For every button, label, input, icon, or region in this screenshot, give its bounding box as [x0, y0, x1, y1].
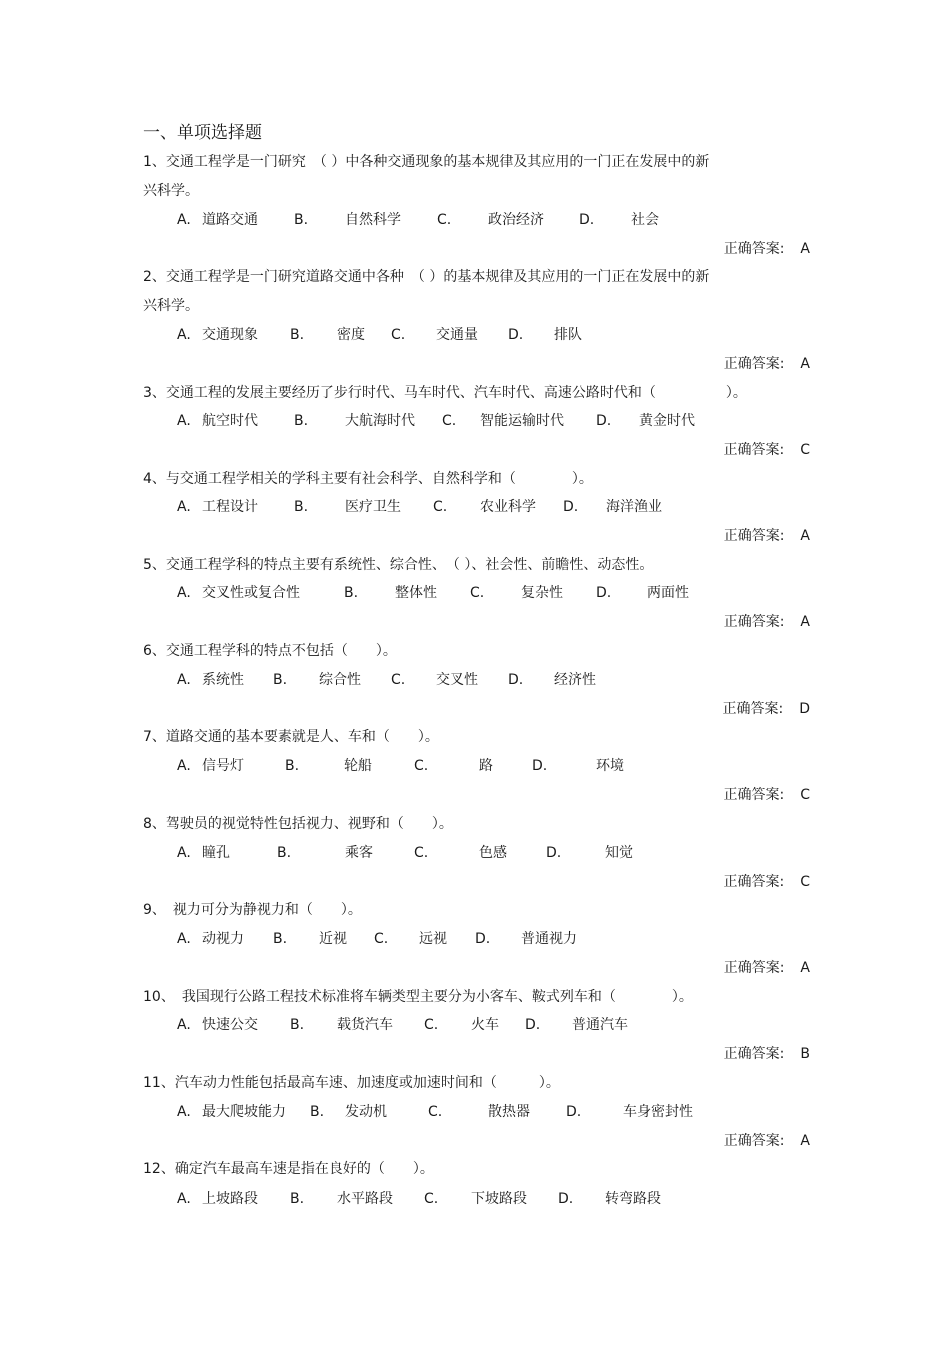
option-b-letter: B.: [290, 327, 305, 343]
answer-value: C: [800, 787, 810, 803]
option-b-letter: B.: [290, 1191, 305, 1207]
answer-label: 正确答案:: [723, 1046, 785, 1062]
option-d-letter: D.: [558, 1191, 574, 1207]
question-number: 11、: [143, 1075, 175, 1091]
option-c-text: 复杂性: [521, 585, 563, 601]
question-line-1: [143, 465, 783, 494]
option-c-text: 色感: [479, 845, 507, 861]
option-b-letter: B.: [344, 585, 359, 601]
option-a-letter: A.: [177, 327, 191, 343]
question-text: 汽车动力性能包括最高车速、加速度或加速时间和（ ）。: [174, 1075, 560, 1091]
question-number: 6、: [143, 643, 166, 659]
question-text: 我国现行公路工程技术标准将车辆类型主要分为小客车、鞍式列车和（ ）。: [167, 989, 693, 1005]
option-b-text: 水平路段: [337, 1191, 393, 1207]
question-line-1: [143, 148, 783, 177]
option-b-text: 轮船: [344, 758, 372, 774]
answer-label: 正确答案:: [723, 874, 785, 890]
option-a-letter: A.: [177, 585, 191, 601]
option-c-letter: C.: [437, 212, 452, 228]
option-c-text: 散热器: [488, 1104, 530, 1120]
option-c-text: 路: [479, 758, 493, 774]
answer-value: A: [800, 528, 810, 544]
option-c-letter: C.: [391, 672, 406, 688]
option-a-letter: A.: [177, 931, 191, 947]
question-text: 交通工程学是一门研究 （ ）中各种交通现象的基本规律及其应用的一门正在发展中的新: [165, 154, 710, 170]
answer-value: A: [800, 356, 810, 372]
question-text: 交通工程学科的特点主要有系统性、综合性、 （ ）、社会性、前瞻性、动态性。: [165, 557, 654, 573]
option-a-letter: A.: [177, 845, 191, 861]
option-c-text: 火车: [471, 1017, 499, 1033]
option-b-letter: B.: [310, 1104, 325, 1120]
option-a-text: 交通现象: [202, 327, 258, 343]
question-text: 驾驶员的视觉特性包括视力、视野和（ ）。: [165, 816, 453, 832]
option-d-letter: D.: [566, 1104, 582, 1120]
question-line-2: 兴科学。: [143, 298, 199, 314]
correct-answer: [600, 958, 810, 978]
question-number: 4、: [143, 471, 166, 487]
question-number: 8、: [143, 816, 166, 832]
option-b-text: 综合性: [319, 672, 361, 688]
question-number: 7、: [143, 729, 166, 745]
option-c-letter: C.: [374, 931, 389, 947]
option-d-letter: D.: [475, 931, 491, 947]
option-c-letter: C.: [391, 327, 406, 343]
option-b-letter: B.: [290, 1017, 305, 1033]
option-c-text: 远视: [419, 931, 447, 947]
correct-answer: [600, 1131, 810, 1151]
option-b-text: 乘客: [345, 845, 373, 861]
question-stem: [143, 465, 783, 494]
option-b-text: 医疗卫生: [345, 499, 401, 515]
answer-label: 正确答案:: [723, 528, 785, 544]
option-b-text: 整体性: [395, 585, 437, 601]
answer-value: A: [800, 241, 810, 257]
question-text: 交通工程的发展主要经历了步行时代、马车时代、汽车时代、高速公路时代和（ ）。: [165, 385, 747, 401]
answer-label: 正确答案:: [723, 1133, 785, 1149]
option-c-letter: C.: [433, 499, 448, 515]
question-stem: [143, 1069, 783, 1098]
question-number: 3、: [143, 385, 166, 401]
answer-value: C: [800, 874, 810, 890]
option-a-text: 系统性: [202, 672, 244, 688]
answer-value: A: [800, 614, 810, 630]
option-b-text: 近视: [319, 931, 347, 947]
option-d-text: 黄金时代: [639, 413, 695, 429]
question-stem: [143, 148, 783, 206]
option-b-letter: B.: [285, 758, 300, 774]
option-d-letter: D.: [596, 585, 612, 601]
option-c-text: 下坡路段: [471, 1191, 527, 1207]
option-d-text: 海洋渔业: [606, 499, 662, 515]
option-d-letter: D.: [532, 758, 548, 774]
option-d-text: 知觉: [605, 845, 633, 861]
option-d-text: 环境: [596, 758, 624, 774]
option-c-text: 智能运输时代: [480, 413, 564, 429]
question-text: 确定汽车最高车速是指在良好的（ ）。: [174, 1161, 434, 1177]
answer-value: A: [800, 960, 810, 976]
option-d-letter: D.: [508, 672, 524, 688]
option-c-text: 交叉性: [436, 672, 478, 688]
question-line-1: [143, 379, 783, 408]
option-a-text: 瞳孔: [202, 845, 230, 861]
question-stem: [143, 983, 783, 1012]
question-text: 道路交通的基本要素就是人、车和（ ）。: [165, 729, 439, 745]
option-a-text: 动视力: [202, 931, 244, 947]
option-b-letter: B.: [273, 931, 288, 947]
option-c-letter: C.: [470, 585, 485, 601]
option-a-text: 道路交通: [202, 212, 258, 228]
option-a-text: 上坡路段: [202, 1191, 258, 1207]
question-line-1: [143, 1155, 783, 1184]
correct-answer: [600, 354, 810, 374]
question-number: 1、: [143, 154, 166, 170]
question-text: 交通工程学科的特点不包括（ ）。: [165, 643, 397, 659]
question-text: 与交通工程学相关的学科主要有社会科学、自然科学和（ ）。: [165, 471, 593, 487]
question-number: 2、: [143, 269, 166, 285]
option-b-text: 自然科学: [345, 212, 401, 228]
question-stem: [143, 723, 783, 752]
option-b-letter: B.: [277, 845, 292, 861]
option-d-text: 经济性: [554, 672, 596, 688]
answer-label: 正确答案:: [723, 614, 785, 630]
option-d-letter: D.: [579, 212, 595, 228]
question-stem: [143, 810, 783, 839]
question-stem: [143, 263, 783, 321]
answer-value: C: [800, 442, 810, 458]
answer-value: B: [800, 1046, 810, 1062]
option-d-letter: D.: [525, 1017, 541, 1033]
correct-answer: [600, 699, 810, 719]
option-c-letter: C.: [442, 413, 457, 429]
question-stem: [143, 896, 783, 925]
option-b-letter: B.: [294, 413, 309, 429]
option-a-letter: A.: [177, 758, 191, 774]
correct-answer: [600, 239, 810, 259]
section-title: 一、单项选择题: [143, 123, 262, 143]
question-line-1: [143, 637, 783, 666]
correct-answer: [600, 785, 810, 805]
answer-label: 正确答案:: [723, 960, 785, 976]
option-a-text: 航空时代: [202, 413, 258, 429]
option-d-letter: D.: [563, 499, 579, 515]
option-b-text: 发动机: [345, 1104, 387, 1120]
correct-answer: [600, 440, 810, 460]
answer-label: 正确答案:: [723, 356, 785, 372]
question-number: 5、: [143, 557, 166, 573]
option-c-text: 农业科学: [480, 499, 536, 515]
question-number: 12、: [143, 1161, 175, 1177]
question-line-1: [143, 896, 783, 925]
option-c-text: 政治经济: [488, 212, 544, 228]
option-d-letter: D.: [508, 327, 524, 343]
question-number: 9、: [143, 902, 159, 918]
option-a-text: 信号灯: [202, 758, 244, 774]
answer-label: 正确答案:: [723, 442, 785, 458]
question-stem: [143, 637, 783, 666]
question-number: 10、: [143, 989, 168, 1005]
question-text: 交通工程学是一门研究道路交通中各种 （ ）的基本规律及其应用的一门正在发展中的新: [165, 269, 710, 285]
option-b-letter: B.: [273, 672, 288, 688]
question-line-1: [143, 723, 783, 752]
option-c-text: 交通量: [436, 327, 478, 343]
option-a-text: 最大爬坡能力: [202, 1104, 286, 1120]
question-line-1: [143, 1069, 783, 1098]
question-line-2: 兴科学。: [143, 183, 199, 199]
option-c-letter: C.: [424, 1017, 439, 1033]
option-a-text: 快速公交: [202, 1017, 258, 1033]
question-line-1: [143, 551, 783, 580]
option-c-letter: C.: [414, 845, 429, 861]
option-b-letter: B.: [294, 499, 309, 515]
question-stem: [143, 379, 783, 408]
option-b-text: 密度: [337, 327, 365, 343]
question-stem: [143, 551, 783, 580]
question-line-1: [143, 263, 783, 292]
option-d-text: 排队: [554, 327, 582, 343]
answer-label: 正确答案:: [722, 701, 784, 717]
option-d-text: 社会: [631, 212, 659, 228]
option-a-letter: A.: [177, 672, 191, 688]
option-a-letter: A.: [177, 212, 191, 228]
option-a-text: 交叉性或复合性: [202, 585, 300, 601]
question-text: 视力可分为静视力和（ ）。: [158, 902, 362, 918]
option-a-letter: A.: [177, 1191, 191, 1207]
option-d-text: 车身密封性: [623, 1104, 693, 1120]
option-d-letter: D.: [546, 845, 562, 861]
option-c-letter: C.: [414, 758, 429, 774]
correct-answer: [600, 872, 810, 892]
answer-label: 正确答案:: [723, 241, 785, 257]
option-a-text: 工程设计: [202, 499, 258, 515]
correct-answer: [600, 526, 810, 546]
option-a-letter: A.: [177, 1104, 191, 1120]
correct-answer: [600, 1044, 810, 1064]
option-d-text: 普通视力: [521, 931, 577, 947]
option-d-text: 两面性: [647, 585, 689, 601]
question-stem: [143, 1155, 783, 1184]
option-c-letter: C.: [424, 1191, 439, 1207]
option-a-letter: A.: [177, 499, 191, 515]
option-b-letter: B.: [294, 212, 309, 228]
answer-label: 正确答案:: [723, 787, 785, 803]
question-line-1: [143, 810, 783, 839]
option-d-text: 转弯路段: [605, 1191, 661, 1207]
correct-answer: [600, 612, 810, 632]
option-d-letter: D.: [596, 413, 612, 429]
option-a-letter: A.: [177, 413, 191, 429]
answer-value: D: [799, 701, 810, 717]
option-b-text: 大航海时代: [345, 413, 415, 429]
option-c-letter: C.: [428, 1104, 443, 1120]
option-d-text: 普通汽车: [572, 1017, 628, 1033]
answer-value: A: [800, 1133, 810, 1149]
question-line-1: [143, 983, 783, 1012]
option-a-letter: A.: [177, 1017, 191, 1033]
option-b-text: 载货汽车: [337, 1017, 393, 1033]
